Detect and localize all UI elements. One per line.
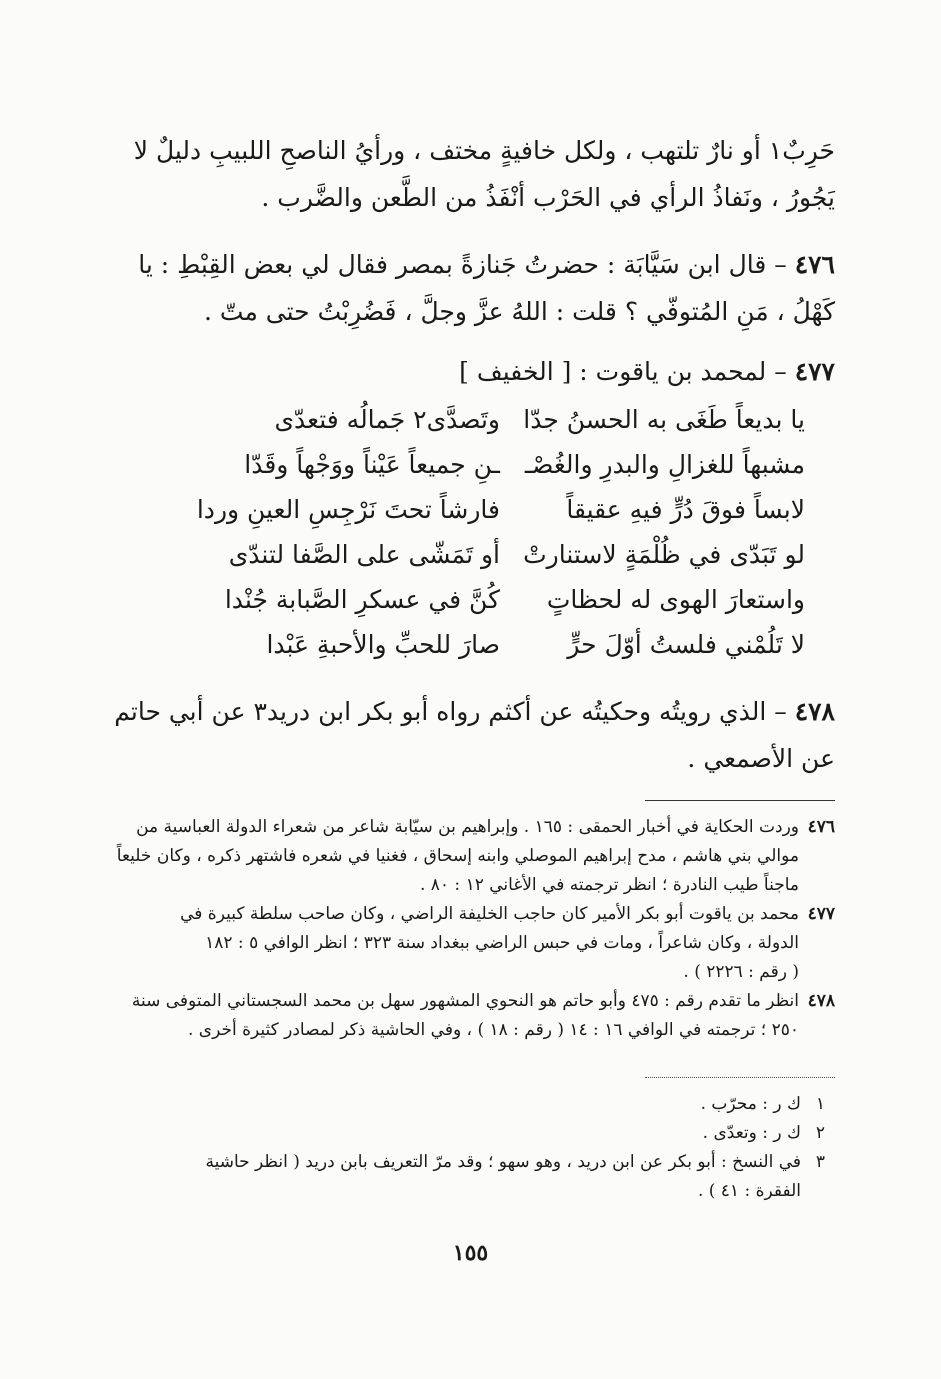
footnote-number: ٤٧٧: [807, 904, 835, 924]
paragraph-478: [114, 688, 835, 782]
footnote-line: الدولة ، وكان شاعراً ، ومات في حبس الراضي ببغداد سنة ٣٢٣ ؛ انظر الوافي ٥ : ١٨٢: [205, 933, 799, 953]
apparatus-note-3: [165, 1148, 825, 1206]
verse-second-hemistich: كُنَّ في عسكرِ الصَّبابة جُنْدا: [224, 585, 500, 614]
critical-apparatus: [165, 1090, 825, 1206]
text-line: [114, 688, 835, 735]
apparatus-line: في النسخ : أبو بكر عن ابن دريد ، وهو سهو ؛ وقد مرّ التعريف بابن دريد ( انظر حاشية: [205, 1152, 801, 1172]
verse-second-hemistich: وتَصدَّى٢ جَمالُه فتعدّى: [274, 405, 500, 434]
apparatus-number: ١: [815, 1094, 825, 1114]
verse-first-hemistich: يا بديعاً طَغَى به الحسنُ جدّا: [523, 405, 805, 434]
apparatus-line: الفقرة : ٤١ ) .: [697, 1181, 801, 1201]
footnote-line: ( رقم : ٢٢٢٦ ) .: [683, 962, 799, 982]
text-line: حَرِبٌ١ أو نارٌ تلتهب ، ولكل خافيةٍ مختف ، ورأيُ الناصحِ اللبيبِ دليلٌ لا: [133, 136, 835, 165]
paragraph-text: – لمحمد بن ياقوت : [ الخفيف ]: [459, 357, 787, 386]
verse-line: [200, 585, 805, 629]
verse-first-hemistich: لا تَلُمْني فلستُ أوّلَ حرٍّ: [567, 630, 805, 659]
footnote-line: وردت الحكاية في أخبار الحمقى : ١٦٥ . وإبراهيم بن سيّابة شاعر من شعراء الدولة العباسية من: [136, 817, 799, 837]
text-line: [138, 241, 835, 288]
verse-first-hemistich: لابساً فوقَ دُرٍّ فيهِ عقيقاً: [566, 495, 805, 524]
footnotes: [116, 813, 835, 1045]
footnote-476: [116, 813, 835, 900]
verse-line: [196, 495, 805, 539]
footnote-line: موالي بني هاشم ، مدح إبراهيم الموصلي وابنه إسحاق ، فغنيا في شعره فاشتهر ذكره ، وكان خليعاً: [116, 846, 799, 866]
apparatus-line: ك ر : محرّب .: [700, 1094, 801, 1114]
footnote-number: ٤٧٨: [807, 991, 835, 1011]
verse-line: [200, 450, 805, 494]
verse-second-hemistich: فارشاً تحتَ نَرْجِسِ العينِ وردا: [196, 495, 500, 524]
paragraph-number: ٤٧٨: [794, 697, 835, 726]
poem: [196, 405, 805, 675]
footnote-separator: [645, 800, 835, 801]
verse-line: [200, 540, 805, 584]
footnote-line: انظر ما تقدم رقم : ٤٧٥ وأبو حاتم هو النحوي المشهور سهل بن محمد السجستاني المتوفى سنة: [131, 991, 799, 1011]
footnote-line: محمد بن ياقوت أبو بكر الأمير كان حاجب الخليفة الراضي ، وكان صاحب سلطة كبيرة في: [180, 904, 799, 924]
verse-second-hemistich: أو تَمَشّى على الصَّفا لتندّى: [228, 540, 500, 569]
verse-first-hemistich: لو تَبَدّى في ظُلْمَةٍ لاستنارتْ: [523, 540, 805, 569]
apparatus-separator: [645, 1077, 835, 1078]
apparatus-note-1: [165, 1090, 825, 1119]
footnote-478: [131, 987, 835, 1045]
verse-second-hemistich: ـنِ جميعاً عَيْناً ووَجْهاً وقَدّا: [244, 450, 500, 479]
paragraph-number: ٤٧٧: [794, 357, 835, 386]
footnote-number: ٤٧٦: [807, 817, 835, 837]
paragraph-text: – الذي رويتُه وحكيتُه عن أكثم رواه أبو بكر ابن دريد٣ عن أبي حاتم: [114, 697, 787, 726]
apparatus-line: ك ر : وتعدّى .: [702, 1123, 801, 1143]
text-line: كَهْلُ ، مَنِ المُتوفّي ؟ قلت : اللهُ عزَّ وجلَّ ، فَضُرِبْتُ حتى متّ .: [204, 297, 835, 326]
text-line: [165, 348, 835, 395]
verse-line: [200, 630, 805, 674]
verse-first-hemistich: واستعارَ الهوى له لحظاتٍ: [546, 585, 805, 614]
apparatus-note-2: [165, 1119, 825, 1148]
footnote-line: ماجناً طيب النادرة ؛ انظر ترجمته في الأغاني ١٢ : ٨٠ .: [419, 875, 799, 895]
paragraph-476: [138, 241, 835, 335]
apparatus-number: ٢: [815, 1123, 825, 1143]
paragraph-continuation: [133, 127, 835, 221]
text-line: عن الأصمعي .: [687, 744, 835, 773]
text-line: يَجُورُ ، ونَفاذُ الرأي في الحَرْب أنْفَذُ من الطَّعن والضَّرب .: [261, 183, 835, 212]
verse-first-hemistich: مشبهاً للغزالِ والبدرِ والغُصْـ: [524, 450, 805, 479]
page-number: ١٥٥: [452, 1240, 489, 1266]
verse-second-hemistich: صارَ للحبِّ والأحبةِ عَبْدا: [266, 630, 500, 659]
paragraph-text: – قال ابن سَيَّابَة : حضرتُ جَنازةً بمصر فقال لي بعض القِبْطِ : يا: [138, 250, 787, 279]
paragraph-number: ٤٧٦: [794, 250, 835, 279]
footnote-line: ٢٥٠ ؛ ترجمته في الوافي ١٦ : ١٤ ( رقم : ١٨ ) ، وفي الحاشية ذكر لمصادر كثيرة أخرى .: [187, 1020, 799, 1040]
footnote-477: [180, 900, 835, 987]
paragraph-477: [165, 348, 835, 395]
verse-line: [200, 405, 805, 449]
apparatus-number: ٣: [815, 1152, 825, 1172]
